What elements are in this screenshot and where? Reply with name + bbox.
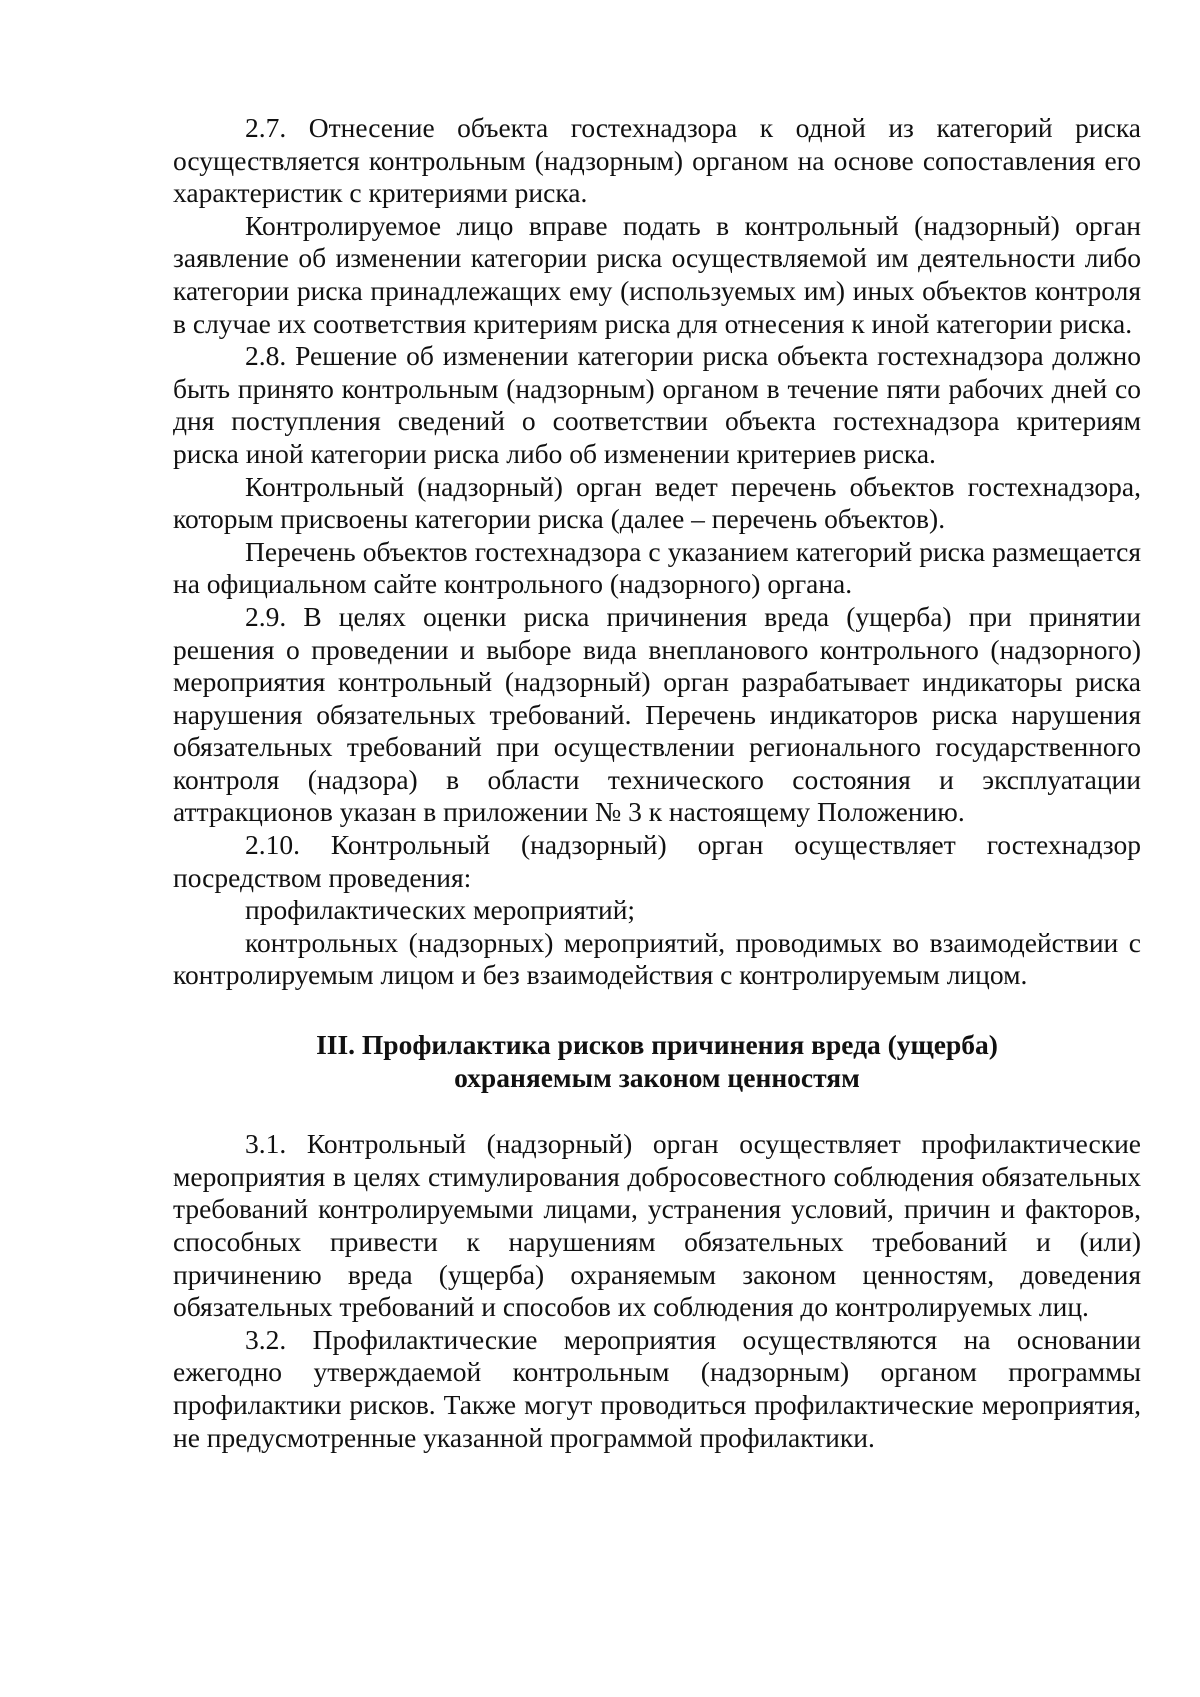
- paragraph-2-7: 2.7. Отнесение объекта гостехнадзора к одной из категорий риска осуществляется контрольным (надзорным) органом на основе сопоставления его характеристик с критериями риска.: [173, 112, 1141, 209]
- paragraph-objects-register: Контрольный (надзорный) орган ведет перечень объектов гостехнадзора, которым присвоены категории риска (далее – перечень объектов).: [173, 470, 1141, 535]
- paragraph-3-2: 3.2. Профилактические мероприятия осуществляются на основании ежегодно утверждаемой контрольным (надзорным) органом программы профилактики рисков. Также могут проводиться профилактические мероприятия, не предусмотренные указанной программой профилактики.: [173, 1323, 1141, 1453]
- paragraph-2-8: 2.8. Решение об изменении категории риска объекта гостехнадзора должно быть принято контрольным (надзорным) органом в течение пяти рабочих дней со дня поступления сведений о соответствии объекта гостехнадзора критериям риска иной категории риска либо об изменении критериев риска.: [173, 340, 1141, 469]
- paragraph-control-measures-item: контрольных (надзорных) мероприятий, проводимых во взаимодействии с контролируемым лицом и без взаимодействия с контролируемым лицом.: [173, 926, 1141, 991]
- section-heading-line-2: охраняемым законом ценностям: [454, 1061, 860, 1093]
- section-heading-iii: [173, 1029, 1141, 1094]
- paragraph-2-10: 2.10. Контрольный (надзорный) орган осуществляет гостехнадзор посредством проведения:: [173, 829, 1141, 893]
- paragraph-preventive-measures-item: профилактических мероприятий;: [245, 894, 636, 926]
- paragraph-register-publication: Перечень объектов гостехнадзора с указанием категорий риска размещается на официальном сайте контрольного (надзорного) органа.: [173, 535, 1141, 600]
- paragraph-2-9: 2.9. В целях оценки риска причинения вреда (ущерба) при принятии решения о проведении и выборе вида внепланового контрольного (надзорного) мероприятия контрольный (надзорный) орган разрабатывает индикаторы риска нарушения обязательных требований. Перечень индикаторов риска нарушения обязательных требований при осуществлении регионального государственного контроля (надзора) в области технического состояния и эксплуатации аттракционов указан в приложении № 3 к настоящему Положению.: [173, 600, 1141, 828]
- paragraph-3-1: 3.1. Контрольный (надзорный) орган осуществляет профилактические мероприятия в целях стимулирования добросовестного соблюдения обязательных требований контролируемыми лицами, устранения условий, причин и факторов, способных привести к нарушениям обязательных требований и (или) причинению вреда (ущерба) охраняемым законом ценностям, доведения обязательных требований и способов их соблюдения до контролируемых лиц.: [173, 1128, 1141, 1323]
- document-body: [173, 112, 1141, 1454]
- section-heading-line-1: III. Профилактика рисков причинения вреда (ущерба): [316, 1029, 998, 1061]
- paragraph-risk-category-change-request: Контролируемое лицо вправе подать в контрольный (надзорный) орган заявление об изменении категории риска осуществляемой им деятельности либо категории риска принадлежащих ему (используемых им) иных объектов контроля в случае их соответствия критериям риска для отнесения к иной категории риска.: [173, 209, 1141, 339]
